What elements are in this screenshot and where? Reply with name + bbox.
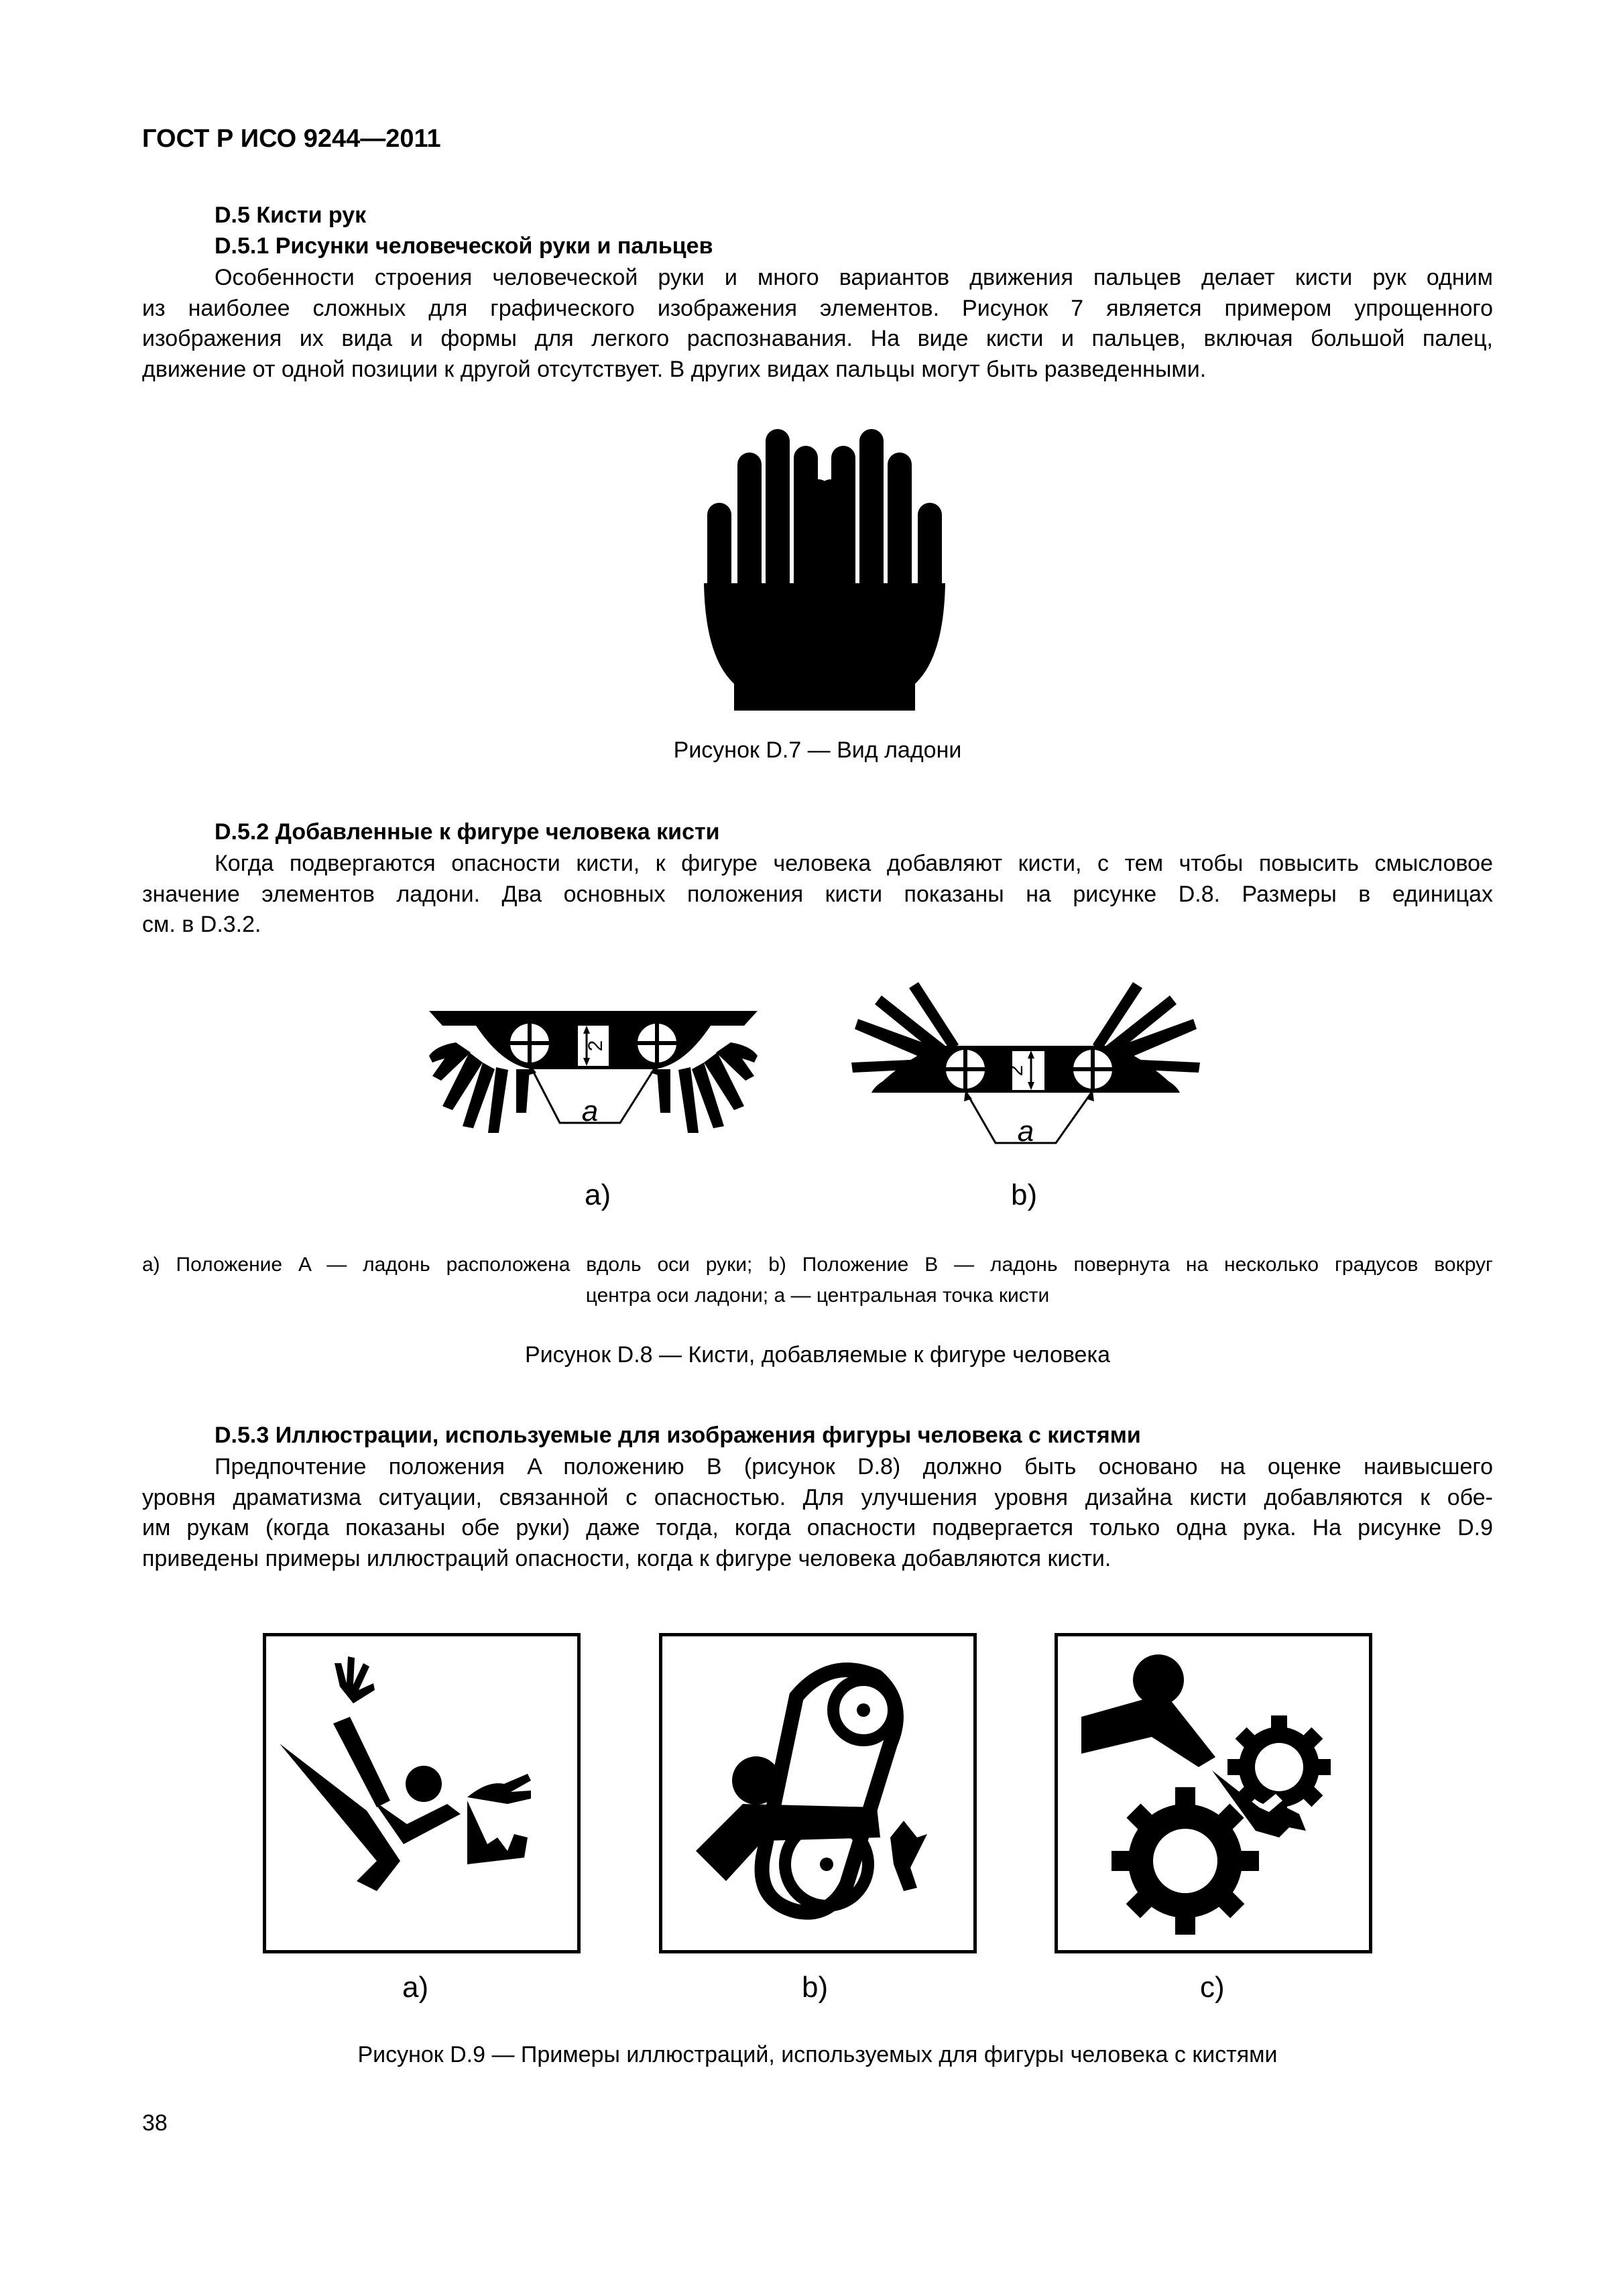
dimension-label: 2 [1005,1065,1027,1077]
paragraph-line: изображения их вида и формы для легкого распознавания. На виде кисти и пальцев, включая большой палец, [142,326,1493,351]
figure-d8-note [142,1250,1493,1311]
paragraph-d5-3 [142,1452,1493,1574]
large-gear-icon [1111,1787,1259,1935]
paragraph-d5-1 [142,263,1493,385]
paragraph-line: им рукам (когда показаны обе руки) даже тогда, когда опасности подвергается только одна рука. На рисунке D.9 [142,1515,1493,1540]
figure-d7-hands [670,429,979,711]
center-point-label: a [581,1095,599,1128]
paragraph-line: приведены примеры иллюстраций опасности, когда к фигуре человека добавляются кисти. [142,1545,1111,1571]
figure-d9-b-frame [659,1633,977,1953]
figure-d9-sublabel-b: b) [802,1971,829,2004]
gears-hazard-icon [1058,1636,1369,1950]
figure-d9-caption: Рисунок D.9 — Примеры иллюстраций, используемых для фигуры человека с кистями [357,2042,1278,2067]
subsection-title-d5-2: D.5.2 Добавленные к фигуре человека кисти [215,819,720,845]
paragraph-line: движение от одной позиции к другой отсутствует. В других видах пальцы могут быть разведенными. [142,356,1207,382]
figure-d8-b-diagram [845,979,1207,1153]
dimension-label: 2 [585,1040,607,1052]
falling-person-icon [266,1636,577,1950]
paragraph-line: уровня драматизма ситуации, связанной с опасностью. Для улучшения уровня дизайна кисти добавляются к обе- [142,1484,1493,1510]
section-title-d5: D.5 Кисти рук [215,202,367,228]
belt-drive-hazard-icon [662,1636,973,1950]
paragraph-line: Когда подвергаются опасности кисти, к фигуре человека добавляют кисти, с тем чтобы повысить смысловое [215,851,1493,876]
page-number: 38 [142,2110,168,2136]
figure-d9-sublabel-a: a) [402,1971,429,2004]
paragraph-line: Предпочтение положения A положению B (рисунок D.8) должно быть основано на оценке наивысшего [215,1454,1493,1479]
paragraph-line: см. в D.3.2. [142,912,261,937]
paragraph-line: Особенности строения человеческой руки и много вариантов движения пальцев делает кисти рук одним [215,265,1493,290]
subsection-title-d5-3: D.5.3 Иллюстрации, используемые для изображения фигуры человека с кистями [215,1423,1141,1448]
subsection-title-d5-1: D.5.1 Рисунки человеческой руки и пальцев [215,233,713,259]
figure-d8-caption: Рисунок D.8 — Кисти, добавляемые к фигуре человека [524,1342,1110,1368]
figure-d9-sublabel-c: c) [1200,1971,1225,2004]
note-line: а) Положение A — ладонь расположена вдоль оси руки; b) Положение B — ладонь повернута на несколько градусов вокруг [142,1254,1493,1276]
figure-d8-a-diagram [429,1006,758,1146]
center-point-label: a [1017,1115,1034,1148]
paragraph-line: из наиболее сложных для графического изображения элементов. Рисунок 7 является примером упрощенного [142,295,1493,321]
document-header: ГОСТ Р ИСО 9244—2011 [142,125,441,153]
figure-d8-sublabel-b: b) [1011,1179,1038,1211]
figure-d9-a-frame [263,1633,581,1953]
right-hand-icon [806,429,945,711]
paragraph-d5-2 [142,849,1493,941]
figure-d9-c-frame [1055,1633,1372,1953]
note-line: центра оси ладони; a — центральная точка кисти [585,1284,1050,1307]
figure-d8-sublabel-a: a) [585,1179,611,1211]
figure-d7-caption: Рисунок D.7 — Вид ладони [673,737,962,763]
paragraph-line: значение элементов ладони. Два основных положения кисти показаны на рисунке D.8. Размеры в единицах [142,881,1493,907]
